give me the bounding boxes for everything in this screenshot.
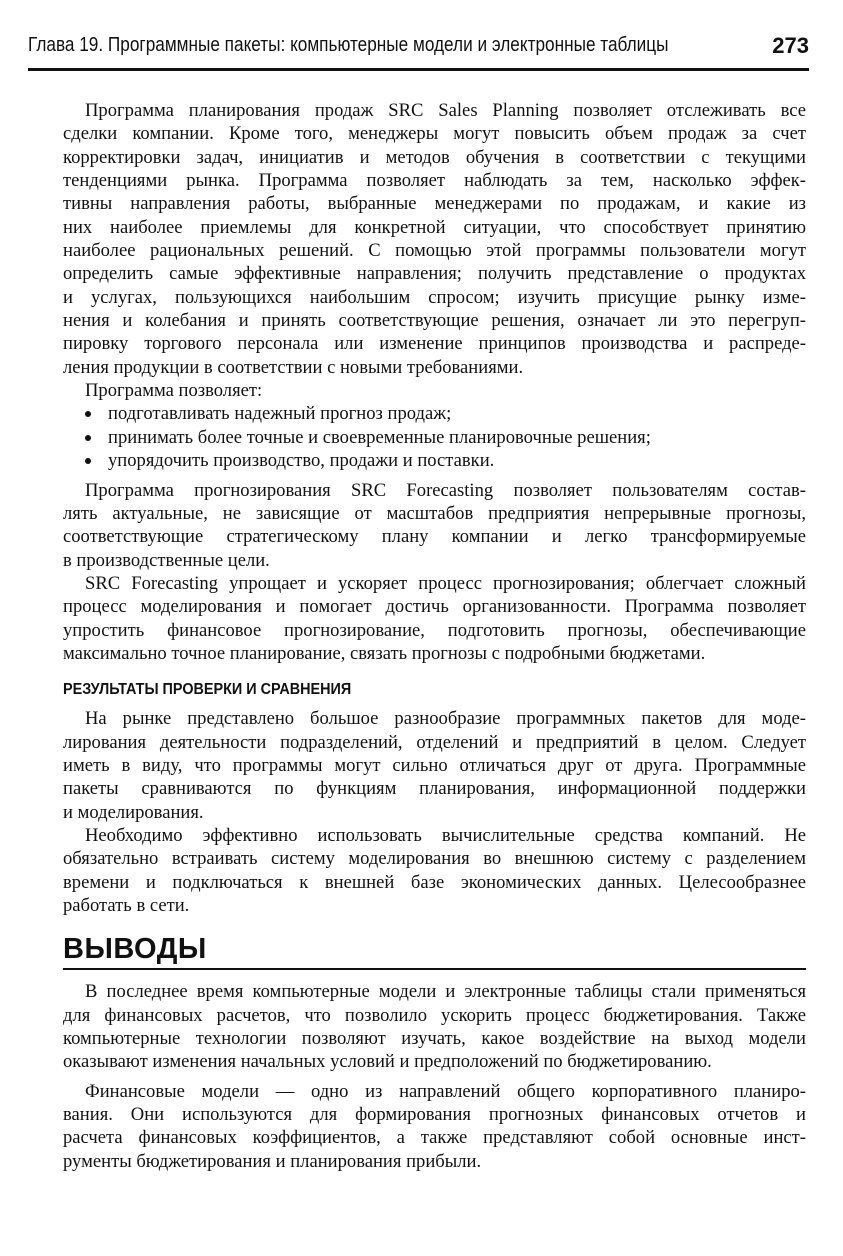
paragraph — [63, 479, 806, 572]
paragraph — [63, 980, 806, 1073]
chapter-title: Глава 19. Программные пакеты: компьютерные модели и электронные таблицы — [28, 34, 669, 56]
text-line: вания. Они используются для формирования прогнозных финансовых отчетов и — [63, 1104, 806, 1126]
text-line: времени и подключаться к внешней базе экономических данных. Целесообразнее — [63, 871, 806, 893]
text-line: лять актуальные, не зависящие от масштабов предприятия непрерывные прогнозы, — [63, 502, 806, 524]
text-line: В последнее время компьютерные модели и электронные таблицы стали применяться — [85, 981, 806, 1003]
section-heading: ВЫВОДЫ — [63, 933, 806, 970]
paragraph — [63, 99, 806, 379]
text-line: На рынке представлено большое разнообразие программных пакетов для моде- — [85, 708, 806, 730]
text-line: нения и колебания и принять соответствующие решения, означает ли это перегруп- — [63, 310, 806, 332]
text-line: определить самые эффективные направления; получить представление о продуктах — [63, 263, 806, 285]
text-line: иметь в виду, что программы могут сильно отличаться друг от друга. Программные — [63, 754, 806, 776]
text-line: SRC Forecasting упрощает и ускоряет процесс прогнозирования; облегчает сложный — [85, 572, 806, 594]
text-line: пировку торгового персонала или изменение принципов производства и распреде- — [63, 333, 806, 355]
list-item: упорядочить производство, продажи и поставки. — [63, 449, 806, 472]
text-line: для финансовых расчетов, что позволило ускорить процесс бюджетирования. Также — [63, 1004, 806, 1026]
bullet-list — [63, 402, 806, 472]
text-line: Программа прогнозирования SRC Forecasting позволяет пользователям состав- — [85, 479, 806, 501]
text-line: тенденциями рынка. Программа позволяет наблюдать за тем, насколько эффек- — [63, 170, 806, 192]
text-line: оказывают изменения начальных условий и предположений по бюджетированию. — [63, 1051, 712, 1073]
paragraph — [63, 1080, 806, 1173]
page-number: 273 — [772, 33, 809, 58]
text-line: Программа планирования продаж SRC Sales Planning позволяет отслеживать все — [85, 100, 806, 121]
text-line: них наиболее приемлемы для конкретной ситуации, что способствует принятию — [63, 216, 806, 238]
text-line: соответствующие стратегическому плану компании и легко трансформируемые — [63, 526, 806, 548]
text-line: наиболее рациональных решений. С помощью этой программы пользователи могут — [63, 240, 806, 262]
page-body — [63, 99, 806, 1173]
text-line: Необходимо эффективно использовать вычислительные средства компаний. Не — [85, 824, 806, 846]
text-line: тивны направления работы, выбранные менеджерами по продажам, и какие из — [63, 193, 806, 215]
list-item: принимать более точные и своевременные планировочные решения; — [63, 426, 806, 449]
text-line: в производственные цели. — [63, 549, 270, 571]
text-line: упростить финансовое прогнозирование, подготовить прогнозы, обеспечивающие — [63, 619, 806, 641]
subsection-heading: РЕЗУЛЬТАТЫ ПРОВЕРКИ И СРАВНЕНИЯ — [63, 681, 352, 699]
text-line: сделки компании. Кроме того, менеджеры могут повысить объем продаж за счет — [63, 123, 806, 145]
text-line: процесс моделирования и помогает достичь организованности. Программа позволяет — [63, 596, 806, 618]
paragraph — [63, 824, 806, 917]
text-line: максимально точное планирование, связать прогнозы с подробными бюджетами. — [63, 642, 706, 664]
paragraph — [63, 379, 806, 402]
list-item: подготавливать надежный прогноз продаж; — [63, 402, 806, 425]
text-line: обязательно встраивать систему моделирования во внешнюю систему с разделением — [63, 848, 806, 870]
text-line: корректировки задач, инициатив и методов обучения в соответствии с текущими — [63, 146, 806, 168]
text-line: Программа позволяет: — [85, 380, 263, 402]
text-line: ления продукции в соответствии с новыми требованиями. — [63, 356, 524, 378]
text-line: компьютерные технологии позволяют изучать, какое воздействие на выход модели — [63, 1028, 806, 1050]
text-line: работать в сети. — [63, 895, 190, 916]
running-header — [28, 32, 809, 71]
text-line: и моделирования. — [63, 801, 204, 823]
paragraph — [63, 707, 806, 824]
text-line: лирования деятельности подразделений, отделений и предприятий в целом. Следует — [63, 731, 806, 753]
text-line: и услугах, пользующихся наибольшим спросом; изучить присущие рынку изме- — [63, 286, 806, 308]
paragraph — [63, 572, 806, 665]
text-line: рументы бюджетирования и планирования прибыли. — [63, 1150, 482, 1172]
text-line: пакеты сравниваются по функциям планирования, информационной поддержки — [63, 778, 806, 800]
text-line: Финансовые модели — одно из направлений общего корпоративного планиро- — [85, 1080, 806, 1102]
text-line: расчета финансовых коэффициентов, а также представляют собой основные инст- — [63, 1127, 806, 1149]
